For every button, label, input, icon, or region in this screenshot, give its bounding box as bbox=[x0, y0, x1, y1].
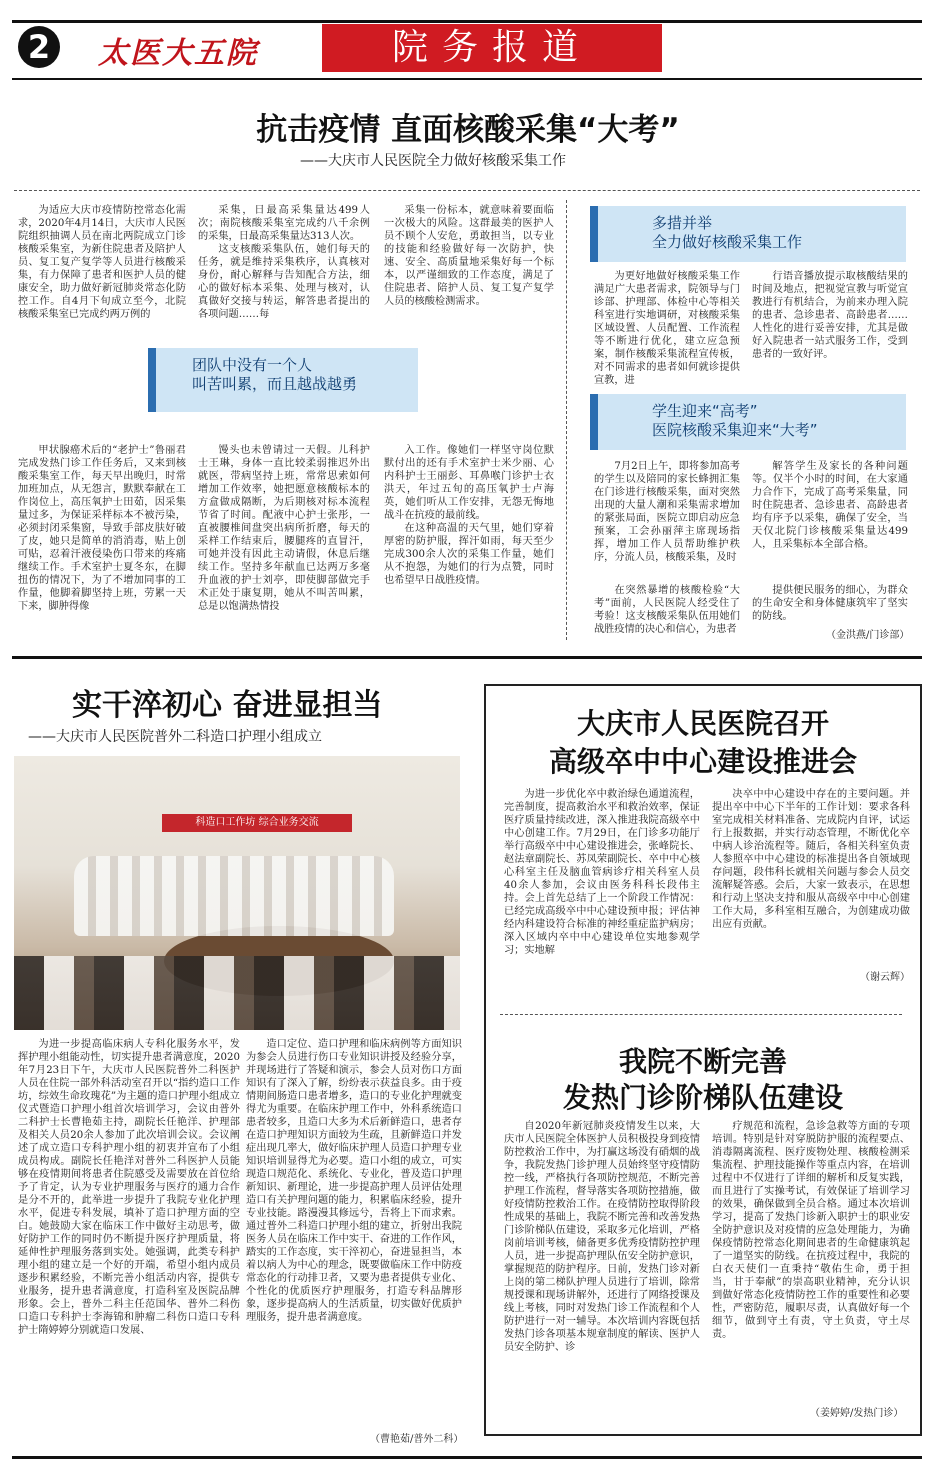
article1-col9a: 7月2日上午，即将参加高考的学生以及陪同的家长蜂拥汇集在门诊进行核酸采集，面对突然出现的大量人潮和采集需求增加的紧张局面，医院立即启动应急预案，工会孙丽萍主席现场指挥，增加工作人员帮助维护秩序，分流人员，核酸采集，及时 bbox=[594, 461, 740, 563]
section-rule bbox=[12, 656, 922, 659]
photo-people-front bbox=[14, 956, 460, 1030]
tag-exam bbox=[590, 394, 906, 450]
article2-byline: （曹艳茹/普外二科） bbox=[370, 1434, 464, 1445]
tag-exam-line1: 学生迎来“高考” bbox=[652, 402, 758, 420]
tag-team bbox=[148, 348, 418, 412]
top-rule bbox=[12, 20, 922, 23]
article4-col1: 自2020年新冠肺炎疫情发生以来，大庆市人民医院全体医护人员积极投身到疫情防控救治工作中，为打赢这场没有硝烟的战争，我院发热门诊护理人员始终坚守疫情防控一线，严格执行各项防控规范，不断完善护理工作流程，督导落实各项防控措施，做好疫情防控救治工作。在疫情防控取得阶段性成果的基础上，我院不断完善和改善发热门诊阶梯队伍建设，采取多元化培训，严格岗前培训考核，储备更多优秀疫情防控护理人员，进一步提高护理队伍安全防护意识，掌握规范的防护程序。日前，发热门诊对新上岗的第二梯队护理人员进行了培训，除常规授课和现场讲解外，还进行了网络授课及线上考核，同时对发热门诊工作流程和个人防护进行一对一辅导。本次培训内容既包括发热门诊各项基本规章制度的解读、医护人员安全防护、诊 bbox=[504, 1121, 700, 1353]
photo-people bbox=[74, 856, 394, 936]
article1-col3: 采集一份标本，就意味着要面临一次极大的风险。这群最美的医护人员不顾个人安危，勇敢担当，以专业的技能和经验做好每一次防护，快速、安全、高质量地采集好每一个标本，以严谨细致的工作态度，满足了住院患者、陪护人员、复工复产复学人员的核酸检测需求。 bbox=[384, 205, 554, 307]
article1-col8: 行语音播放提示取核酸结果的时间及地点，把视觉宣教与听觉宣教进行有机结合，为前来办理入院的患者、急诊患者、高龄患者……人性化的进行妥善安排，尤其是做好入院患者一站式服务工作，受到患者的一致好评。 bbox=[752, 271, 908, 360]
photo-banner: 科造口工作坊 综合业务交流 bbox=[162, 814, 352, 832]
tag-measures bbox=[590, 206, 906, 262]
tag-measures-line2: 全力做好核酸采集工作 bbox=[652, 233, 803, 251]
group-photo bbox=[14, 756, 460, 1030]
brand-logo: 太医大五院 bbox=[98, 36, 258, 71]
article3-title-line1: 大庆市人民医院召开 bbox=[576, 707, 829, 740]
article3-title-line2: 高级卒中中心建设推进会 bbox=[548, 745, 857, 778]
article1-col10b: 提供便民服务的细心，为群众的生命安全和身体健康筑牢了坚实的防线。 bbox=[752, 585, 908, 622]
article2-col1: 为进一步提高临床病人专科化服务水平，发挥护理小组能动性，切实提升患者满意度，2020年7月23日下午，大庆市人民医院普外二科医护人员在住院一部外科活动室召开以“指约造口工作坊，综效生命玫瑰花”为主题的造口护理小组成立仪式暨造口护理小组首次培训学习，会议由普外二科护士长曹艳茹主持，副院长任艳洋、护理部及相关人员20余人参加了此次培训会议。会议阐述了成立造口专科护理小组的初衷并宣布了小组成员构成。副院长任艳洋对普外二科医护人员能够在疫情期间将患者住院感受及需要放在首位给予了肯定，认为专业护理服务与医疗的通力合作是分不开的，此举进一步提升了我院专业化护理水平，促进专科发展，填补了造口护理方面的空白。她鼓励大家在临床工作中做好主动思考，做好防护工作的同时仍不断提升医疗护理质量，将延伸性护理服务落到实处。她强调，此类专科护理小组的建立是一个好的开端，希望小组内成员逐步积累经验，不断完善小组活动内容，提供专业服务，提升患者满意度，打造科室及医院品牌形象。会上，普外二科主任范国华、普外二科伤口造口专科护士李海锦和肿瘤二科伤口造口专科护士隋婷婷分别就造口发展、 bbox=[18, 1039, 240, 1336]
article1-col5: 馒头也未曾请过一天假。儿科护士王琳，身体一直比较柔弱推迟外出就医，带病坚持上班，常常思索如何增加工作效率，她把愿意核酸标本的方盒做成隔断，为后期核对标本流程节省了时间。配液中心护士张彤，一直被腰椎间盘突出病所折磨，每天的采样工作结束后，腰腿疼的直冒汗，可她并没有因此主动请假，休息后继续工作。坚持多年献血已达两万多毫升血液的护士刘亭，即使脚部做完手术正处于康复期，她从不叫苦叫累，总是以饱满热情投 bbox=[198, 445, 370, 612]
article3-col1: 为进一步优化卒中救治绿色通道流程，完善制度，提高救治水平和救治效率，保证医疗质量持续改进，深入推进我院高级卒中中心创建工作。7月29日，在门诊多功能厅举行高级卒中中心建设推进会，张峰院长、赵法章副院长、苏凤荣副院长、卒中中心核心科室主任及脑血管病诊疗相关科室人员40余人参加，会议由医务科科长段伟主持。会上首先总结了上一个阶段工作情况：已经完成高级卒中中心建设预申报；评估神经内科建设符合标准的神经重症监护病房；深入区域内卒中中心建设单位实地参观学习；实地解 bbox=[504, 789, 700, 956]
article4-title-line2: 发热门诊阶梯队伍建设 bbox=[562, 1081, 843, 1114]
bottom-rule bbox=[12, 1456, 922, 1459]
article2-title: 实干淬初心 奋进显担当 bbox=[72, 688, 383, 723]
tag-team-line1: 团队中没有一个人 bbox=[192, 356, 313, 374]
article1-col6: 入工作。像她们一样坚守岗位默默付出的还有手术室护士米少丽、心内科护士王丽彭、耳鼻喉门诊护士衣洪天，年过五旬的高压氧护士卢海英，她们听从工作安排，无怨无悔地战斗在抗疫的最前线。 在这种高温的天气里，她们穿着厚密的防护服，挥汗如雨，每天至少完成300余人次的采集工作量，她们从不抱怨，为她们的行为点赞，同时也希望早日战胜疫情。 bbox=[384, 445, 554, 586]
article1-col2: 采集，日最高采集量达499人次；南院核酸采集室完成约八千余例的采集，日最高采集量达313人次。 这支核酸采集队伍，她们每天的任务，就是维持采集秩序，认真核对身份，耐心解释与告知配合方法，细心的做好标本采集、处理与核对，认真做好交接与转运，解答患者提出的各项问题……每 bbox=[198, 205, 370, 320]
tag-team-line2: 叫苦叫累，而且越战越勇 bbox=[192, 375, 358, 393]
tag-measures-line1: 多措并举 bbox=[652, 214, 713, 232]
article1-byline: （金洪燕/门诊部） bbox=[826, 630, 910, 641]
page-number-badge: 2 bbox=[18, 26, 60, 68]
section-title: 院务报道 bbox=[322, 24, 662, 72]
article2-col2: 造口定位、造口护理和临床病例等方面知识为参会人员进行伤口专业知识讲授及经验分享，并现场进行了答疑和演示，参会人员对伤口方面知识有了深入了解，纷纷表示获益良多。由于疫情期间肠造口患者增多，造口的专业化护理就变得尤为重要。在临床护理工作中，外科系统造口患者较多，且造口大多为术后新鲜造口，患者存在造口护理知识方面较为生疏，且新鲜造口并发症出现几率大，做好临床护理人员造口护理专业知识培训显得尤为必要。造口小组的成立，可实现造口规范化、系统化、专业化，普及造口护理新知识、新理论，进一步提高护理人员评估处理造口有关护理问题的能力，积累临床经验，提升专业技能。路漫漫其修远兮，吾将上下而求索。通过普外二科造口护理小组的建立，折射出我院医务人员在临床工作中实干、奋进的工作作风，踏实的工作态度，实干淬初心，奋进显担当，本着以病人为中心的理念，既要做临床工作中防疫常态化的行动排卫者，又要为患者提供专业化、个性化的优质医疗护理服务，打造专科品牌形象，逐步提高病人的生活质量，切实做好优质护理服务，提升患者满意度。 bbox=[246, 1039, 462, 1323]
divider bbox=[500, 1014, 902, 1015]
masthead-rule bbox=[12, 78, 922, 80]
article1-col1: 为适应大庆市疫情防控常态化需求，2020年4月14日，大庆市人民医院组织抽调人员在南北两院成立门诊核酸采集室，为新住院患者及陪护人员、复工复产复学等人员进行核酸采集，有力保障了患者和医护人员的健康安全，助力做好新冠肺炎常态化防控工作。自4月下旬成立至今，北院核酸采集室已完成约两万例的 bbox=[18, 205, 186, 320]
article1-subtitle: ——大庆市人民医院全力做好核酸采集工作 bbox=[300, 153, 566, 169]
article4-byline: （姜婷婷/发热门诊） bbox=[810, 1408, 904, 1419]
tag-exam-line2: 医院核酸采集迎来“大考” bbox=[652, 421, 818, 439]
article1-col10a: 解答学生及家长的各种问题等。仅半个小时的时间，在大家通力合作下，完成了高考采集量，同时住院患者、急诊患者、高龄患者均有序予以采集，确保了安全，当天仅北院门诊核酸采集量达499人，且采集标本全部合格。 bbox=[752, 461, 908, 550]
article4-title-line1: 我院不断完善 bbox=[618, 1045, 787, 1078]
article4-col2: 疗规范和流程，急诊急救等方面的专项培训。特别是针对穿脱防护服的流程要点、消毒隔离流程、医疗废物处理、核酸检测采集流程、护理技能操作等重点内容，在培训过程中不仅进行了详细的解析和反复实践，而且进行了实操考试，有效保证了培训学习的效果，确保做到全员合格。通过本次培训学习，提高了发热门诊新入职护士的职业安全防护意识及对疫情的应急处理能力，为确保疫情防控常态化期间患者的生命健康筑起了一道坚实的防线。在抗疫过程中，我院的白衣天使们一直秉持“敬佑生命，勇于担当，甘于奉献”的崇高职业精神，充分认识到做好常态化疫情防控工作的重要性和必要性，严密防范，履职尽责，认真做好每一个细节，做到守土有责，守土负责，守土尽责。 bbox=[712, 1121, 910, 1340]
article1-col7: 为更好地做好核酸采集工作满足广大患者需求，院领导与门诊部、护理部、体检中心等相关科室进行实地调研，对核酸采集区域设置、人员配置、工作流程等不断进行优化，建立应急预案，制作核酸采集流程宣传板，对不同需求的患者如何就诊提供宣教，进 bbox=[594, 271, 740, 386]
article1-col9b: 在突然暴增的核酸检验“大考”面前，人民医院人经受住了考验！这支核酸采集队伍用她们战胜疫情的决心和信心，为患者 bbox=[594, 585, 740, 635]
article3-byline: （谢云辉） bbox=[860, 972, 910, 983]
article2-subtitle: ——大庆市人民医院普外二科造口护理小组成立 bbox=[28, 729, 322, 745]
divider bbox=[566, 200, 567, 640]
divider bbox=[14, 190, 920, 191]
article1-col4: 甲状腺癌术后的“老护士”鲁丽君完成发热门诊工作任务后，又来到核酸采集室工作，每天早出晚归，时常加班加点，从无怨言，默默奉献在工作岗位上，高压氧护士田茹，因采集量过多，为保证采样标本不被污染，必须封闭采集窗，导致手部皮肤好破了皮，她只是简单的消消毒，贴上创可贴，忍着汗液侵染伤口带来的疼痛继续工作。手术室护士夏冬东，在脚扭伤的情况下，为了不增加同事的工作量，他脚着脚坚持上班，劳累一天下来，脚肿得像 bbox=[18, 445, 186, 612]
article3-col2: 决卒中中心建设中存在的主要问题。并提出卒中中心下半年的工作计划：要求各科室完成相关材料准备、完成院内自评，试运行上报数据，并实行动态管理，不断优化卒中病人诊治流程等。随后，各相关科室负责人参照卒中中心建设的标准提出各自领域现存问题，段伟科长就相关问题与参会人员交流解疑答惑。会后，大家一致表示，在思想和行动上坚决支持和服从高级卒中中心创建工作大局，多科室相互融合，为创建成功做出应有贡献。 bbox=[712, 789, 910, 930]
article1-title: 抗击疫情 直面核酸采集“大考” bbox=[256, 112, 680, 148]
